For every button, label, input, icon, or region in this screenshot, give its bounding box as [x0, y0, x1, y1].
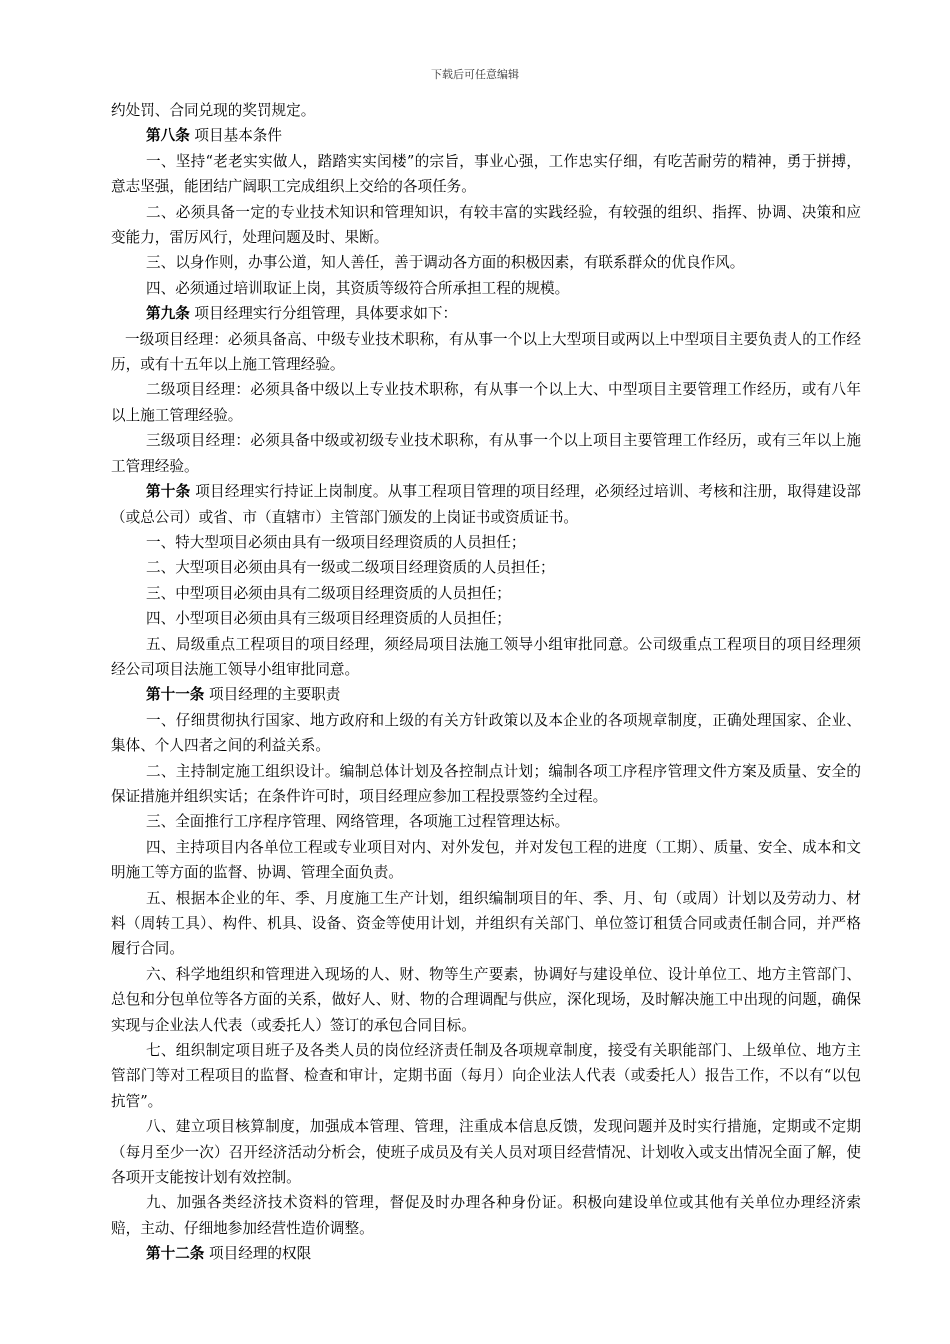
article-title: 项目经理实行持证上岗制度。从事工程项目管理的项目经理，必须经过培训、考核和注册，取得建设部（或总公司）或省、市（直辖市）主管部门颁发的上岗证书或资质证书。: [111, 483, 861, 526]
paragraph: 四、主持项目内各单位工程或专业项目对内、对外发包，并对发包工程的进度（工期）、质量、安全、成本和文明施工等方面的监督、协调、管理全面负责。: [111, 838, 861, 882]
article-heading: [111, 123, 861, 148]
document-body: [111, 98, 861, 1267]
paragraph: 三、以身作则，办事公道，知人善任，善于调动各方面的积极因素，有联系群众的优良作风。: [146, 254, 745, 272]
article-title: 项目经理的主要职责: [204, 686, 341, 704]
article-number: 第九条: [146, 305, 190, 323]
article-title: 项目经理实行分组管理，具体要求如下：: [189, 305, 458, 323]
article-heading: [111, 682, 861, 707]
paragraph: 二、主持制定施工组织设计。编制总体计划及各控制点计划；编制各项工序程序管理文件方案及质量、安全的保证措施并组织实话；在条件许可时，项目经理应参加工程投票签约全过程。: [111, 762, 861, 805]
article-number: 第十二条: [146, 1245, 205, 1263]
paragraph: 四、小型项目必须由具有三级项目经理资质的人员担任；: [146, 610, 511, 628]
paragraph: 六、科学地组织和管理进入现场的人、财、物等生产要素，协调好与建设单位、设计单位工、地方主管部门、总包和分包单位等各方面的关系，做好人、财、物的合理调配与供应，深化现场，及时解决施工中出现的问题，确保实现与企业法人代表（或委托人）签订的承包合同目标。: [111, 965, 861, 1034]
article-title: 项目基本条件: [189, 127, 282, 145]
article-title: 项目经理的权限: [204, 1245, 312, 1263]
paragraph: 一、坚持“老老实实做人，踏踏实实闰楼”的宗旨，事业心强，工作忠实仔细，有吃苦耐劳的精神，勇于拼搏，意志坚强，能团结广阔职工完成组织上交给的各项任务。: [111, 152, 861, 196]
article-number: 第十条: [146, 483, 191, 501]
paragraph: 三、全面推行工序程序管理、网络管理，各项施工过程管理达标。: [146, 813, 570, 831]
paragraph: 四、必须通过培训取证上岗，其资质等级符合所承担工程的规模。: [146, 279, 570, 297]
paragraph: 二、必须具备一定的专业技术知识和管理知识，有较丰富的实践经验，有较强的组织、指挥、协调、决策和应变能力，雷厉风行，处理问题及时、果断。: [111, 203, 861, 247]
paragraph: 八、建立项目核算制度，加强成本管理、管理，注重成本信息反馈，发现问题并及时实行措施，定期或不定期（每月至少一次）召开经济活动分析会，使班子成员及有关人员对项目经营情况、计划收入或支出情况全面了解，使各项开支能按计划有效控制。: [111, 1118, 861, 1187]
paragraph: 三、中型项目必须由具有二级项目经理资质的人员担任；: [146, 584, 511, 602]
article-number: 第八条: [146, 127, 190, 145]
paragraph: 一、仔细贯彻执行国家、地方政府和上级的有关方针政策以及本企业的各项规章制度，正确处理国家、企业、集体、个人四者之间的利益关系。: [111, 711, 861, 755]
paragraph: 二级项目经理：必须具备中级以上专业技术职称，有从事一个以上大、中型项目主要管理工作经历，或有八年以上施工管理经验。: [111, 381, 861, 424]
article-heading: [111, 479, 861, 530]
page-header: 下载后可任意编辑: [431, 68, 519, 81]
article-number: 第十一条: [146, 686, 205, 704]
paragraph: 七、组织制定项目班子及各类人员的岗位经济责任制及各项规章制度，接受有关职能部门、上级单位、地方主管部门等对工程项目的监督、检查和审计，定期书面（每月）向企业法人代表（或委托人）报告工作，不以有“以包抗管”。: [111, 1042, 861, 1110]
article-heading: [111, 1241, 861, 1266]
paragraph: 九、加强各类经济技术资料的管理，督促及时办理各种身份证。积极向建设单位或其他有关单位办理经济索赔，主动、仔细地参加经营性造价调整。: [111, 1194, 861, 1237]
paragraph: 五、根据本企业的年、季、月度施工生产计划，组织编制项目的年、季、月、旬（或周）计划以及劳动力、材料（周转工具）、构件、机具、设备、资金等使用计划，并组织有关部门、单位签订租赁合同或责任制合同，并严格履行合同。: [111, 889, 861, 958]
paragraph: 二、大型项目必须由具有一级或二级项目经理资质的人员担任；: [146, 559, 555, 577]
article-heading: [111, 301, 861, 326]
paragraph: 五、局级重点工程项目的项目经理，须经局项目法施工领导小组审批同意。公司级重点工程项目的项目经理须经公司项目法施工领导小组审批同意。: [111, 635, 861, 678]
paragraph: 约处罚、合同兑现的奖罚规定。: [111, 102, 316, 119]
paragraph: 一级项目经理：必须具备高、中级专业技术职称，有从事一个以上大型项目或两以上中型项目主要负责人的工作经历，或有十五年以上施工管理经验。: [111, 330, 861, 374]
paragraph: 三级项目经理：必须具备中级或初级专业技术职称，有从事一个以上项目主要管理工作经历，或有三年以上施工管理经验。: [111, 432, 861, 475]
paragraph: 一、特大型项目必须由具有一级项目经理资质的人员担任；: [146, 533, 526, 551]
